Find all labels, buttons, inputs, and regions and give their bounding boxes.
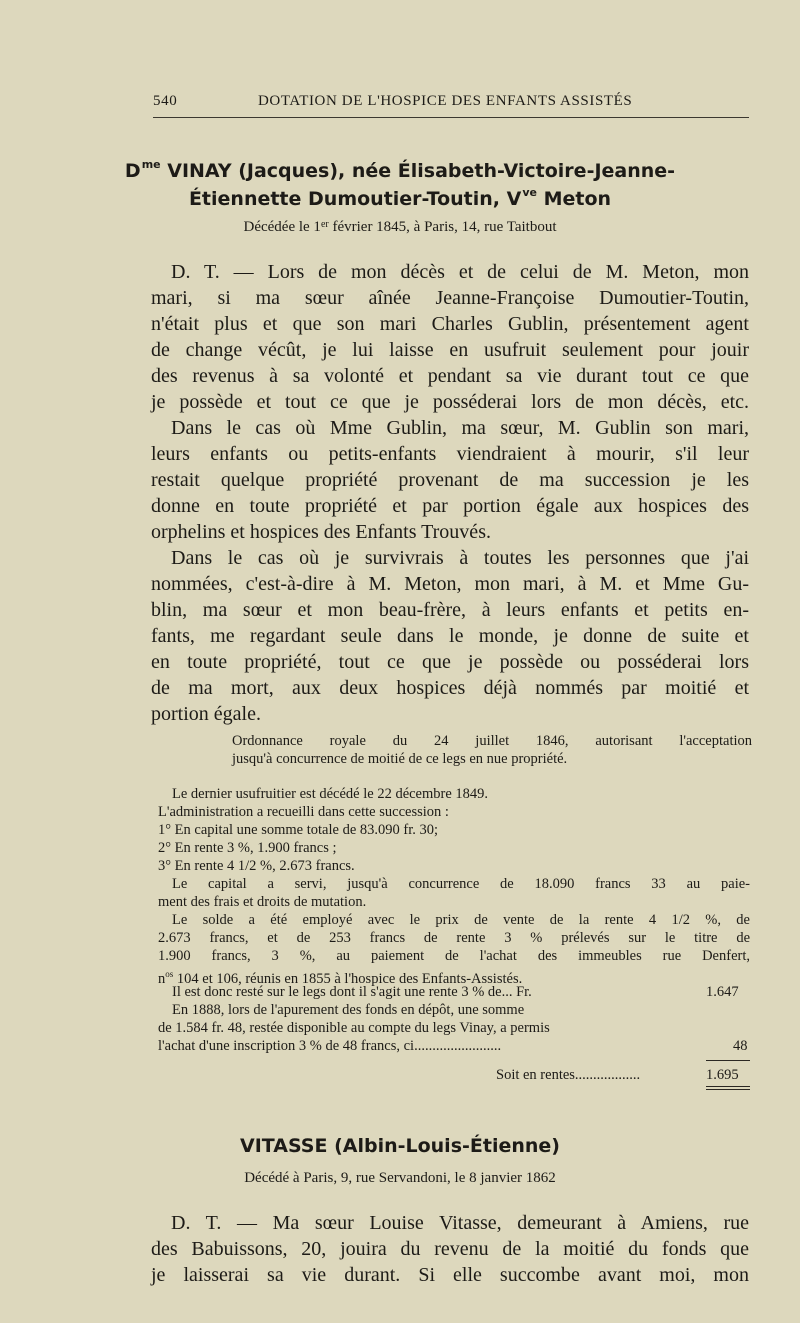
note-line: 2.673 francs, et de 253 francs de rente 3 % prélevés sur le titre de — [158, 930, 750, 946]
note-line: 2° En rente 3 %, 1.900 francs ; — [158, 840, 337, 856]
note-line: Le dernier usufruitier est décédé le 22 décembre 1849. — [172, 786, 489, 802]
header-rule — [153, 117, 749, 118]
total-value: 1.695 — [706, 1067, 739, 1083]
body-line: Dans le cas où je survivrais à toutes les personnes que j'ai — [171, 547, 749, 569]
page-number: 540 — [153, 93, 178, 109]
sum-rule — [706, 1060, 750, 1061]
ordonnance-line: jusqu'à concurrence de moitié de ce legs en nue propriété. — [232, 751, 568, 767]
body-line: D. T. — Ma sœur Louise Vitasse, demeurant à Amiens, rue — [171, 1212, 749, 1234]
note-line: Il est donc resté sur le legs dont il s'agit une rente 3 % de... Fr. — [172, 984, 532, 1000]
body-line: fants, me regardant seule dans le monde, je donne de suite et — [151, 625, 749, 647]
entry-subtitle: Décédé à Paris, 9, rue Servandoni, le 8 janvier 1862 — [244, 1170, 556, 1186]
body-line: de ma mort, aux deux hospices déjà nommés par moitié et — [151, 677, 749, 699]
note-line: l'achat d'une inscription 3 % de 48 francs, ci........................ — [158, 1038, 502, 1054]
note-line: L'administration a recueilli dans cette succession : — [158, 804, 449, 820]
body-line: orphelins et hospices des Enfants Trouvés. — [151, 521, 491, 543]
entry-subtitle: Décédée le 1er février 1845, à Paris, 14, rue Taitbout — [243, 219, 557, 235]
amount-48: 48 — [733, 1038, 748, 1054]
note-line: ment des frais et droits de mutation. — [158, 894, 367, 910]
body-line: restait quelque propriété provenant de ma succession je les — [151, 469, 749, 491]
entry-title-line2: Étiennette Dumoutier-Toutin, $V^{ve}$ Meton — [188, 186, 612, 210]
entry-title: $D^{me}$ VINAY (Jacques), née Élisabeth-Victoire-Jeanne- — [124, 158, 676, 182]
total-rule-1 — [706, 1086, 750, 1087]
body-line: leurs enfants ou petits-enfants viendraient à mourir, s'il leur — [151, 443, 749, 465]
body-line: blin, ma sœur et mon beau-frère, à leurs enfants et petits en- — [151, 599, 749, 621]
body-line: en toute propriété, tout ce que je possède ou posséderai lors — [151, 651, 749, 673]
body-line: je possède et tout ce que je posséderai lors de mon décès, etc. — [151, 391, 749, 413]
note-line: Le solde a été employé avec le prix de vente de la rente 4 1/2 %, de — [172, 912, 750, 928]
total-rule-2 — [706, 1089, 750, 1090]
total-label: Soit en rentes.................. — [496, 1067, 641, 1083]
body-line: n'était plus et que son mari Charles Gublin, présentement agent — [151, 313, 749, 335]
note-line: 1° En capital une somme totale de 83.090 fr. 30; — [158, 822, 439, 838]
body-line: des revenus à sa volonté et pendant sa vie durant tout ce que — [151, 365, 749, 387]
body-line: Dans le cas où Mme Gublin, ma sœur, M. Gublin son mari, — [171, 417, 749, 439]
body-line: nommées, c'est-à-dire à M. Meton, mon mari, à M. et Mme Gu- — [151, 573, 749, 595]
note-line: 1.900 francs, 3 %, au paiement de l'achat des immeubles rue Denfert, — [158, 948, 750, 964]
body-line: D. T. — Lors de mon décès et de celui de M. Meton, mon — [171, 261, 749, 283]
amount-1647: 1.647 — [706, 984, 739, 1000]
ordonnance-line: Ordonnance royale du 24 juillet 1846, autorisant l'acceptation — [232, 733, 752, 749]
body-line: donne en toute propriété et par portion égale aux hospices des — [151, 495, 749, 517]
note-line: $n^{os}$ 104 et 106, réunis en 1855 à l'hospice des Enfants-Assistés. — [158, 969, 523, 987]
body-line: portion égale. — [151, 703, 261, 725]
body-line: mari, si ma sœur aînée Jeanne-Françoise Dumoutier-Toutin, — [151, 287, 749, 309]
entry-title: VITASSE (Albin-Louis-Étienne) — [240, 1135, 560, 1157]
note-line: Le capital a servi, jusqu'à concurrence de 18.090 francs 33 au paie- — [172, 876, 750, 892]
note-line: 3° En rente 4 1/2 %, 2.673 francs. — [158, 858, 355, 874]
body-line: je laisserai sa vie durant. Si elle succombe avant moi, mon — [151, 1264, 749, 1286]
body-line: des Babuissons, 20, jouira du revenu de la moitié du fonds que — [151, 1238, 749, 1260]
note-line: de 1.584 fr. 48, restée disponible au compte du legs Vinay, a permis — [158, 1020, 550, 1036]
note-line: En 1888, lors de l'apurement des fonds en dépôt, une somme — [172, 1002, 525, 1018]
running-title: DOTATION DE L'HOSPICE DES ENFANTS ASSISTÉS — [258, 93, 633, 109]
body-line: de change vécût, je lui laisse en usufruit seulement pour jouir — [151, 339, 749, 361]
